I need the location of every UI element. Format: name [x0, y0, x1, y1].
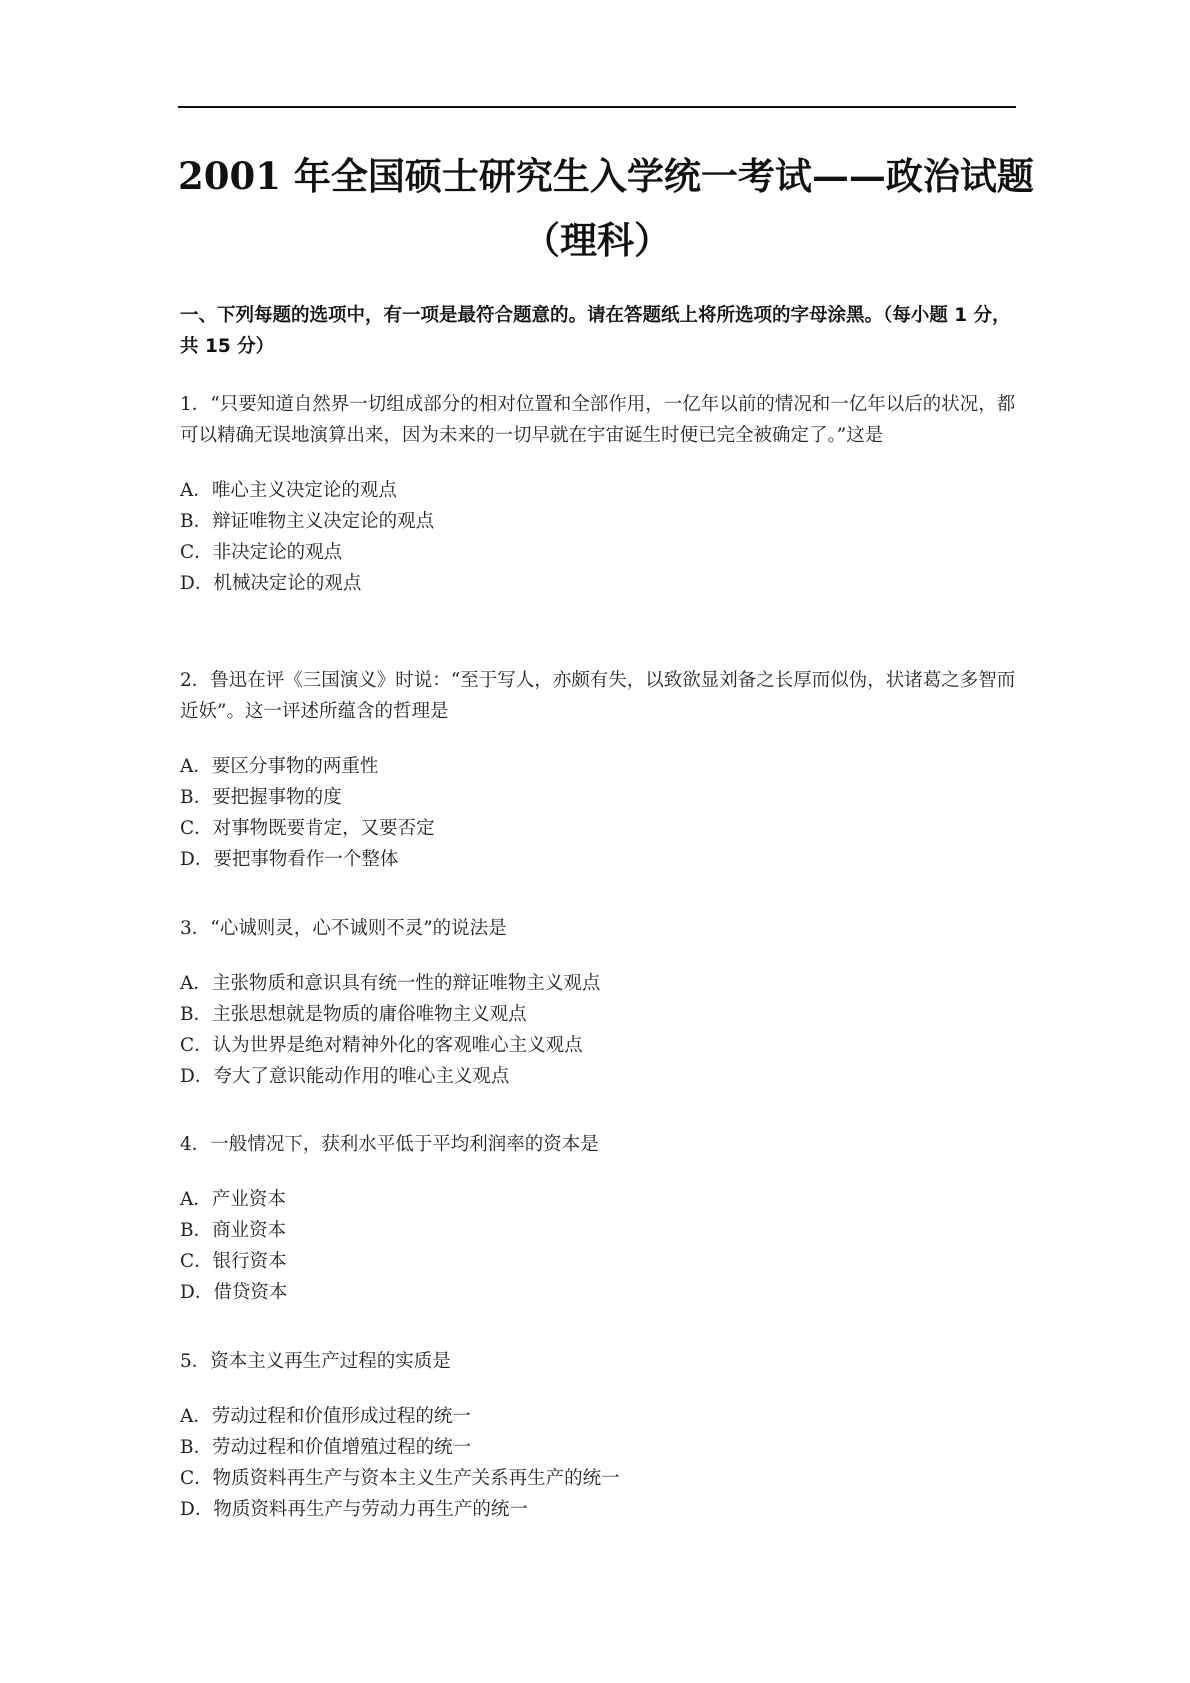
- option-text: 要把握事物的度: [212, 787, 342, 808]
- option-text: 要把事物看作一个整体: [213, 849, 399, 870]
- question-stem: 4．一般情况下，获利水平低于平均利润率的资本是: [180, 1134, 599, 1155]
- option-d: [180, 568, 1016, 599]
- option-letter: C．: [180, 542, 213, 563]
- option-text: 非决定论的观点: [212, 542, 343, 563]
- option-text: 商业资本: [212, 1220, 287, 1241]
- question-stem: 2．鲁迅在评《三国演义》时说：“至于写人，亦颇有失，以致欲显刘备之长厚而似伪，状诸葛之多智而近妖”。这一评述所蕴含的哲理是: [180, 670, 1016, 722]
- document-subtitle: （理科）: [523, 218, 671, 262]
- option-text: 对事物既要肯定，又要否定: [212, 818, 435, 839]
- option-letter: A．: [180, 1406, 212, 1427]
- option-a: [180, 1184, 1016, 1215]
- option-list: [180, 968, 1016, 1092]
- option-text: 认为世界是绝对精神外化的客观唯心主义观点: [212, 1035, 583, 1056]
- option-text: 主张思想就是物质的庸俗唯物主义观点: [212, 1004, 527, 1025]
- option-text: 要区分事物的两重性: [211, 756, 379, 777]
- option-list: [180, 751, 1016, 875]
- option-text: 主张物质和意识具有统一性的辩证唯物主义观点: [211, 973, 601, 994]
- option-letter: B．: [180, 511, 213, 532]
- option-d: [180, 1277, 1016, 1308]
- option-letter: D．: [180, 1282, 214, 1303]
- option-d: [180, 1061, 1016, 1092]
- option-list: [180, 1401, 1016, 1525]
- option-text: 唯心主义决定论的观点: [211, 480, 397, 501]
- question-stem: 5．资本主义再生产过程的实质是: [180, 1351, 451, 1372]
- option-c: [180, 1246, 1016, 1277]
- option-b: [180, 1215, 1016, 1246]
- option-letter: B．: [180, 1220, 213, 1241]
- option-letter: B．: [180, 1437, 213, 1458]
- option-c: [180, 1030, 1016, 1061]
- option-text: 夸大了意识能动作用的唯心主义观点: [213, 1066, 510, 1087]
- option-letter: A．: [180, 973, 212, 994]
- option-text: 物质资料再生产与劳动力再生产的统一: [213, 1499, 528, 1520]
- option-letter: C．: [180, 1035, 213, 1056]
- option-b: [180, 999, 1016, 1030]
- option-text: 物质资料再生产与资本主义生产关系再生产的统一: [212, 1468, 620, 1489]
- option-text: 银行资本: [212, 1251, 287, 1272]
- option-c: [180, 813, 1016, 844]
- question-1: [180, 389, 1016, 599]
- option-b: [180, 782, 1016, 813]
- option-letter: C．: [180, 818, 213, 839]
- option-letter: D．: [180, 849, 214, 870]
- option-d: [180, 1494, 1016, 1525]
- option-c: [180, 537, 1016, 568]
- option-b: [180, 506, 1016, 537]
- option-letter: A．: [180, 480, 212, 501]
- option-letter: D．: [180, 573, 214, 594]
- question-3: [180, 913, 1016, 1092]
- option-b: [180, 1432, 1016, 1463]
- option-d: [180, 844, 1016, 875]
- option-text: 劳动过程和价值增殖过程的统一: [212, 1437, 472, 1458]
- question-stem: 3．“心诚则灵，心不诚则不灵”的说法是: [180, 918, 507, 939]
- option-text: 劳动过程和价值形成过程的统一: [211, 1406, 471, 1427]
- question-2: [180, 665, 1016, 875]
- option-letter: B．: [180, 1004, 213, 1025]
- option-text: 借贷资本: [213, 1282, 288, 1303]
- option-text: 辩证唯物主义决定论的观点: [212, 511, 435, 532]
- section-heading: 一、下列每题的选项中，有一项是最符合题意的。请在答题纸上将所选项的字母涂黑。（每小题 1 分，共 15 分）: [180, 305, 1011, 357]
- option-letter: C．: [180, 1251, 213, 1272]
- option-letter: D．: [180, 1066, 214, 1087]
- option-text: 机械决定论的观点: [213, 573, 362, 594]
- option-list: [180, 1184, 1016, 1308]
- option-c: [180, 1463, 1016, 1494]
- question-5: [180, 1346, 1016, 1525]
- option-letter: B．: [180, 787, 213, 808]
- header-rule: [178, 106, 1016, 108]
- option-a: [180, 1401, 1016, 1432]
- option-a: [180, 968, 1016, 999]
- option-letter: A．: [180, 1189, 212, 1210]
- option-text: 产业资本: [211, 1189, 286, 1210]
- option-a: [180, 751, 1016, 782]
- option-list: [180, 475, 1016, 599]
- option-a: [180, 475, 1016, 506]
- document-title: 2001 年全国硕士研究生入学统一考试——政治试题: [178, 154, 1034, 198]
- option-letter: C．: [180, 1468, 213, 1489]
- option-letter: A．: [180, 756, 212, 777]
- option-letter: D．: [180, 1499, 214, 1520]
- question-stem: 1．“只要知道自然界一切组成部分的相对位置和全部作用，一亿年以前的情况和一亿年以后的状况，都可以精确无误地演算出来，因为未来的一切早就在宇宙诞生时便已完全被确定了。”这是: [180, 394, 1016, 446]
- question-4: [180, 1129, 1016, 1308]
